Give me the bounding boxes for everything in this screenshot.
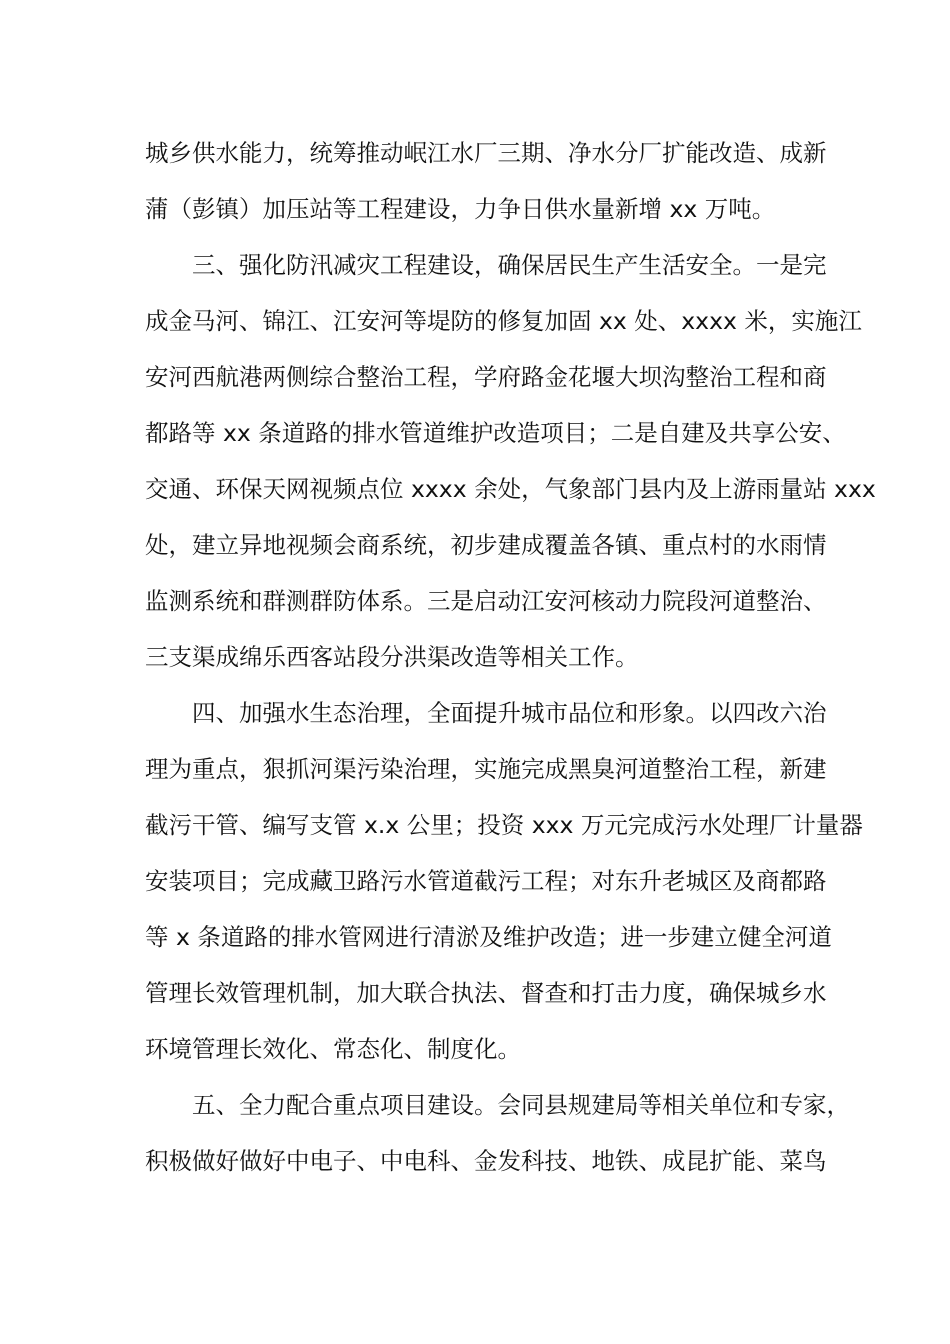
text-line: 管理长效管理机制，加大联合执法、督查和打击力度，确保城乡水 xyxy=(145,979,827,1007)
text-line: 安河西航港两侧综合整治工程，学府路金花堰大坝沟整治工程和商 xyxy=(145,363,827,391)
text-line: 安装项目；完成藏卫路污水管道截污工程；对东升老城区及商都路 xyxy=(145,867,827,895)
text-line: 等 x 条道路的排水管网进行清淤及维护改造；进一步建立健全河道 xyxy=(145,923,832,951)
paragraph-5-heading-line: 五、全力配合重点项目建设。会同县规建局等相关单位和专家， xyxy=(192,1091,850,1119)
text-line: 蒲（彭镇）加压站等工程建设，力争日供水量新增 xx 万吨。 xyxy=(145,195,776,223)
text-line: 处，建立异地视频会商系统，初步建成覆盖各镇、重点村的水雨情 xyxy=(145,531,827,559)
paragraph-3-heading-line: 三、强化防汛减灾工程建设，确保居民生产生活安全。一是完 xyxy=(192,251,827,279)
paragraph-4-heading-line: 四、加强水生态治理，全面提升城市品位和形象。以四改六治 xyxy=(192,699,827,727)
text-line: 成金马河、锦江、江安河等堤防的修复加固 xx 处、xxxx 米，实施江 xyxy=(145,307,862,335)
text-line: 截污干管、编写支管 x.x 公里；投资 xxx 万元完成污水处理厂计量器 xyxy=(145,811,863,839)
text-line: 环境管理长效化、常态化、制度化。 xyxy=(145,1035,521,1063)
text-line: 都路等 xx 条道路的排水管道维护改造项目；二是自建及共享公安、 xyxy=(145,419,846,447)
text-line: 积极做好做好中电子、中电科、金发科技、地铁、成昆扩能、菜鸟 xyxy=(145,1147,827,1175)
text-line: 理为重点，狠抓河渠污染治理，实施完成黑臭河道整治工程，新建 xyxy=(145,755,827,783)
text-line: 监测系统和群测群防体系。三是启动江安河核动力院段河道整治、 xyxy=(145,587,827,615)
text-line: 城乡供水能力，统筹推动岷江水厂三期、净水分厂扩能改造、成新 xyxy=(145,139,827,167)
text-line: 三支渠成绵乐西客站段分洪渠改造等相关工作。 xyxy=(145,643,639,671)
text-line: 交通、环保天网视频点位 xxxx 余处，气象部门县内及上游雨量站 xxx xyxy=(145,475,876,503)
